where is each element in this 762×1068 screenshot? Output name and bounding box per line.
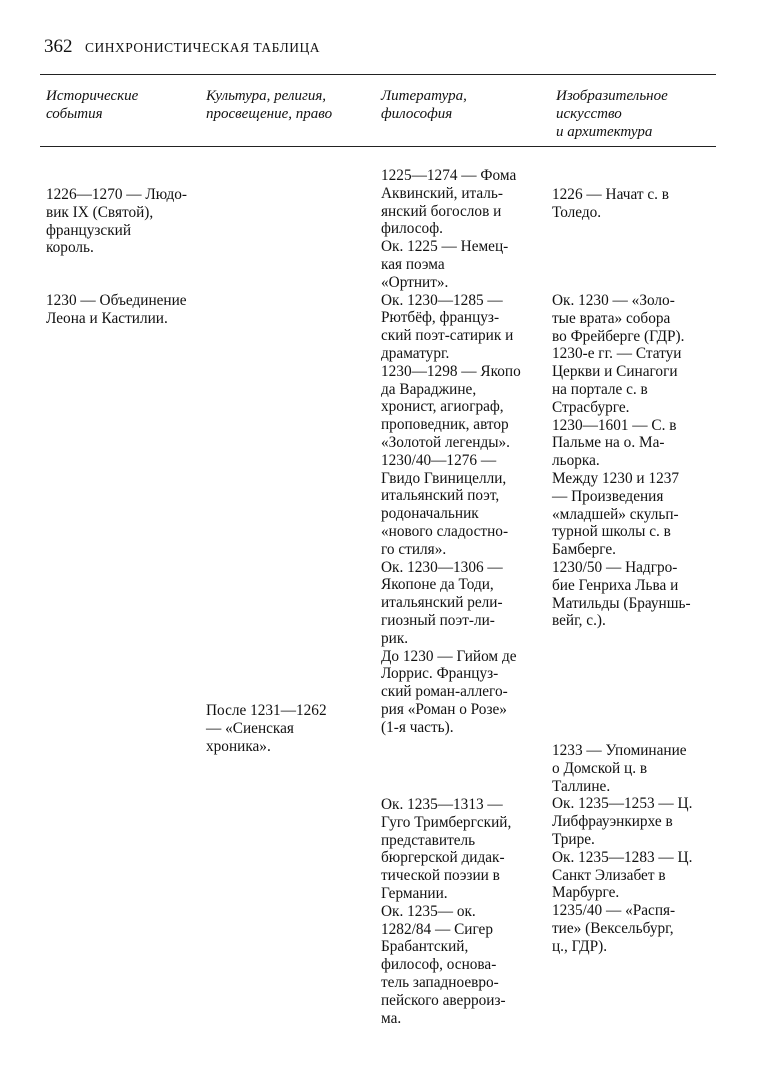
header-bottom-rule [40,146,716,147]
column-header-art: Изобразительное искусство и архитектура [556,88,668,140]
running-title: СИНХРОНИСТИЧЕСКАЯ ТАБЛИЦА [85,40,320,55]
page-number: 362 [44,36,73,57]
history-entry-1226: 1226—1270 — Людо- вик IX (Святой), французский король. [46,186,187,257]
running-head [44,36,320,58]
art-entries-1233-1235: 1233 — Упоминание о Домской ц. в Таллине. Ок. 1235—1253 — Ц. Либфрауэнкирхе в Трире. Ок. 1235—1283 — Ц. Санкт Элизабет в Марбурге. 1235/40 — «Распя- тие» (Вексельбург, ц., ГДР). [552,742,693,955]
art-entry-1226: 1226 — Начат с. в Толедо. [552,186,670,221]
art-entries-1230: Ок. 1230 — «Золо- тые врата» собора во Фрейберге (ГДР). 1230-е гг. — Статуи Церкви и Синагоги на портале с. в Страсбурге. 1230—1601 — С. в Пальме на о. Ма- льорка. Между 1230 и 1237 — Произведения «младшей» скульп- турной школы с. в Бамберге. 1230/50 — Надгро- бие Генриха Льва и Матильды (Брауншь- вейг, с.). [552,292,691,630]
literature-entries-1235: Ок. 1235—1313 — Гуго Тримбергский, представитель бюргерской дидак- тической поэзии в Германии. Ок. 1235— ок. 1282/84 — Сигер Брабантский, философ, основа- тель западноевро- пейского аверроиз- ма. [381,796,512,1027]
header-top-rule [40,74,716,75]
column-header-literature: Литература, философия [381,88,467,122]
literature-entries-1225-1230: 1225—1274 — Фома Аквинский, италь- янский богослов и философ. Ок. 1225 — Немец- кая поэма «Ортнит». Ок. 1230—1285 — Рютбёф, француз- ский поэт-сатирик и драматург. 1230—1298 — Якопо да Вараджине, хронист, агиограф, проповедник, автор «Золотой легенды». 1230/40—1276 — Гвидо Гвиницелли, итальянский поэт, родоначальник «нового сладостно- го стиля». Ок. 1230—1306 — Якопоне да Тоди, итальянский рели- гиозный поэт-ли- рик. До 1230 — Гийом де Лоррис. Француз- ский роман-аллего- рия «Роман о Розе» (1-я часть). [381,167,521,736]
history-entry-1230: 1230 — Объединение Леона и Кастилии. [46,292,187,327]
culture-entry-1231: После 1231—1262 — «Сиенская хроника». [206,702,327,755]
column-header-culture: Культура, религия, просвещение, право [206,88,333,122]
column-header-history: Исторические события [46,88,139,122]
